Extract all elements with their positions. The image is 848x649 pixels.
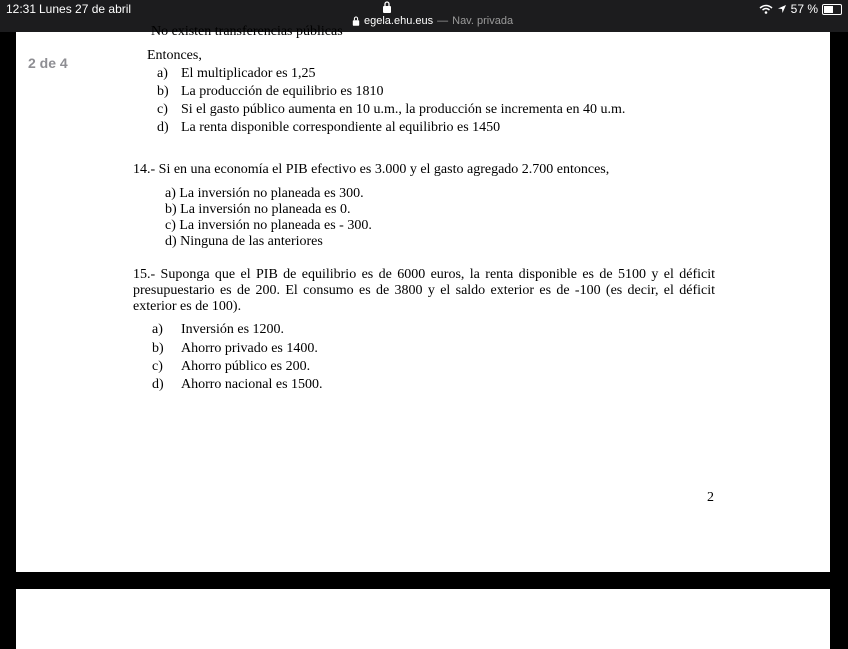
private-mode-label: Nav. privada <box>452 15 514 27</box>
q14-option: c) La inversión no planeada es - 300. <box>165 218 372 233</box>
battery-icon <box>822 4 842 15</box>
q15-option-letter: d) <box>152 377 164 392</box>
q13-option-text: Si el gasto público aumenta en 10 u.m., la producción se incrementa en 40 u.m. <box>181 102 626 117</box>
q13-option-text: La producción de equilibrio es 1810 <box>181 84 384 99</box>
q13-option-letter: b) <box>157 84 169 99</box>
q13-option-letter: a) <box>157 66 168 81</box>
page-counter: 2 de 4 <box>28 55 68 71</box>
next-pdf-page[interactable] <box>16 589 830 649</box>
q15-option-letter: a) <box>152 322 163 337</box>
q15-stem: 15.- Suponga que el PIB de equilibrio es de 6000 euros, la renta disponible es de 5100 y el déficit presupuestario es de 200. El consumo es de 3800 y el saldo exterior es de -100 (es decir, el déficit exterior es de 100). <box>133 267 715 314</box>
wifi-icon <box>759 4 773 14</box>
status-indicators <box>759 2 842 16</box>
address-bar[interactable] <box>352 15 513 27</box>
location-icon <box>777 4 787 14</box>
secure-lock-icon <box>352 16 360 26</box>
q15-option-text: Inversión es 1200. <box>181 322 285 337</box>
intro-text: Entonces, <box>147 48 202 63</box>
q15-option-letter: c) <box>152 359 163 374</box>
url-text[interactable]: egela.ehu.eus <box>364 15 434 27</box>
q15-option-letter: b) <box>152 341 164 356</box>
q13-option-letter: d) <box>157 120 169 135</box>
battery-fill <box>824 6 833 13</box>
cut-line: No existen transferencias públicas <box>151 24 343 39</box>
battery-percent: 57 % <box>790 2 818 16</box>
q14-option: d) Ninguna de las anteriores <box>165 234 323 249</box>
q14-option: b) La inversión no planeada es 0. <box>165 202 351 217</box>
url-separator: — <box>437 15 449 27</box>
status-bar <box>0 0 848 32</box>
q13-option-letter: c) <box>157 102 168 117</box>
pdf-page[interactable] <box>16 24 830 572</box>
q14-option: a) La inversión no planeada es 300. <box>165 186 364 201</box>
q13-option-text: El multiplicador es 1,25 <box>181 66 316 81</box>
status-date: Lunes 27 de abril <box>39 2 132 16</box>
q14-stem: 14.- Si en una economía el PIB efectivo es 3.000 y el gasto agregado 2.700 entonces, <box>133 162 610 177</box>
status-time: 12:31 <box>6 2 37 16</box>
q15-option-text: Ahorro público es 200. <box>181 359 311 374</box>
q15-option-text: Ahorro nacional es 1500. <box>181 377 323 392</box>
q13-option-text: La renta disponible correspondiente al equilibrio es 1450 <box>181 120 501 135</box>
q15-option-text: Ahorro privado es 1400. <box>181 341 318 356</box>
page-number: 2 <box>707 490 714 505</box>
lock-icon <box>382 1 392 13</box>
